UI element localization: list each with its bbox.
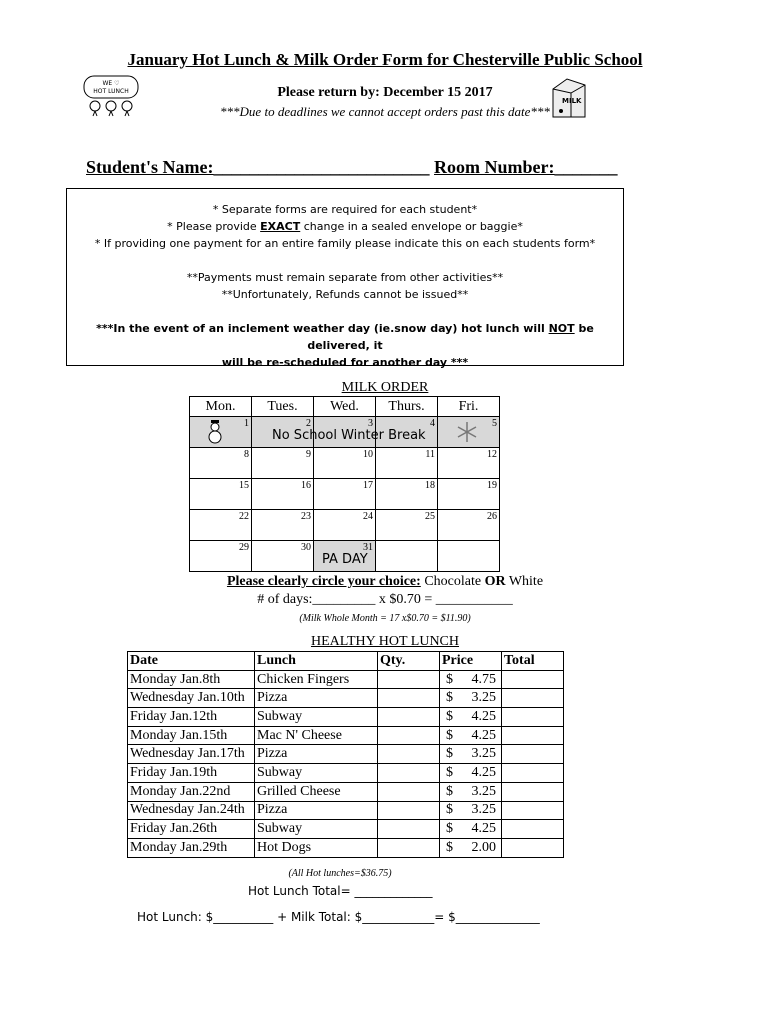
total-cell[interactable] [502, 764, 564, 783]
lunch-item: Pizza [255, 801, 378, 820]
total-cell[interactable] [502, 782, 564, 801]
choice-or: OR [484, 574, 506, 589]
deadline-note: ***Due to deadlines we cannot accept orders past this date*** [220, 104, 550, 119]
calendar-day [438, 541, 500, 572]
notice-line: * Separate forms are required for each student* [212, 203, 478, 216]
price-cell: $ 4.75 [440, 670, 502, 689]
lunch-item: Hot Dogs [255, 838, 378, 857]
qty-cell[interactable] [378, 820, 440, 839]
calendar-day[interactable]: 26 [438, 510, 500, 541]
qty-cell[interactable] [378, 670, 440, 689]
calendar-day[interactable]: 25 [376, 510, 438, 541]
lunch-date: Friday Jan.26th [128, 820, 255, 839]
price-cell: $ 3.25 [440, 689, 502, 708]
hot-lunch-table [127, 651, 564, 858]
total-cell[interactable] [502, 726, 564, 745]
column-header: Date [128, 652, 255, 671]
table-row [128, 838, 564, 857]
calendar-day[interactable]: 17 [314, 479, 376, 510]
lunch-item: Grilled Cheese [255, 782, 378, 801]
all-lunches-note: (All Hot lunches=$36.75) [288, 868, 392, 879]
hot-lunch-title: HEALTHY HOT LUNCH [310, 634, 460, 649]
lunch-item: Subway [255, 708, 378, 727]
qty-cell[interactable] [378, 745, 440, 764]
lunch-item: Subway [255, 764, 378, 783]
total-cell[interactable] [502, 838, 564, 857]
day-header: Mon. [190, 397, 252, 417]
notice-line: **Payments must remain separate from other activities** [186, 271, 504, 284]
calendar-day: 4 [376, 417, 438, 448]
calendar-day[interactable]: 29 [190, 541, 252, 572]
total-cell[interactable] [502, 801, 564, 820]
instructions-box [66, 188, 624, 369]
calendar-day: 1 [190, 417, 252, 448]
calendar-day[interactable]: 24 [314, 510, 376, 541]
table-row [128, 820, 564, 839]
total-cell[interactable] [502, 670, 564, 689]
total-cell[interactable] [502, 820, 564, 839]
qty-cell[interactable] [378, 801, 440, 820]
lunch-item: Chicken Fingers [255, 670, 378, 689]
day-header: Thurs. [376, 397, 438, 417]
hot-lunch-total-field[interactable]: Hot Lunch Total= _____________ [248, 884, 433, 898]
calendar-day[interactable]: 15 [190, 479, 252, 510]
table-row [128, 726, 564, 745]
price-cell: $ 4.25 [440, 708, 502, 727]
calendar-day[interactable]: 16 [252, 479, 314, 510]
svg-text:MILK: MILK [562, 97, 582, 105]
table-row [128, 708, 564, 727]
price-cell: $ 4.25 [440, 764, 502, 783]
column-header: Total [502, 652, 564, 671]
table-row [128, 670, 564, 689]
room-number-field[interactable]: _______ [554, 157, 618, 177]
calendar-day[interactable]: 30 [252, 541, 314, 572]
room-number-label: Room Number: [434, 157, 555, 177]
notice-line: * If providing one payment for an entire family please indicate this on each students form* [94, 237, 596, 250]
milk-days-field[interactable]: # of days:_________ x $0.70 = ___________ [257, 592, 513, 607]
lunch-date: Monday Jan.8th [128, 670, 255, 689]
calendar-day[interactable]: 8 [190, 448, 252, 479]
price-cell: $ 3.25 [440, 745, 502, 764]
calendar-day[interactable]: 11 [376, 448, 438, 479]
table-row [128, 689, 564, 708]
calendar-day[interactable]: 10 [314, 448, 376, 479]
lunch-item: Subway [255, 820, 378, 839]
total-cell[interactable] [502, 745, 564, 764]
milk-whole-month-note: (Milk Whole Month = 17 x$0.70 = $11.90) [299, 613, 471, 624]
calendar-day: 3 [314, 417, 376, 448]
day-header: Fri. [438, 397, 500, 417]
notice-line: ***In the event of an inclement weather day (ie.snow day) hot lunch will NOT be delivered, it [96, 322, 594, 352]
lunch-item: Mac N' Cheese [255, 726, 378, 745]
lunch-date: Friday Jan.19th [128, 764, 255, 783]
price-cell: $ 3.25 [440, 782, 502, 801]
student-info-line[interactable] [86, 157, 618, 178]
table-row [128, 782, 564, 801]
column-header: Qty. [378, 652, 440, 671]
qty-cell[interactable] [378, 838, 440, 857]
price-cell: $ 2.00 [440, 838, 502, 857]
calendar-day[interactable]: 12 [438, 448, 500, 479]
milk-choice-line [0, 574, 770, 590]
lunch-date: Monday Jan.22nd [128, 782, 255, 801]
notice-line: **Unfortunately, Refunds cannot be issued** [221, 288, 469, 301]
calendar-day: 5 [438, 417, 500, 448]
calendar-day: 31 [314, 541, 376, 572]
choice-chocolate[interactable]: Chocolate [424, 574, 482, 589]
lunch-date: Monday Jan.29th [128, 838, 255, 857]
total-cell[interactable] [502, 689, 564, 708]
calendar-day: 2 [252, 417, 314, 448]
calendar-day[interactable]: 23 [252, 510, 314, 541]
grand-total-field[interactable]: Hot Lunch: $__________ + Milk Total: $____________= $______________ [137, 910, 540, 924]
choice-white[interactable]: White [508, 574, 544, 589]
lunch-date: Wednesday Jan.17th [128, 745, 255, 764]
student-name-label: Student's Name: [86, 157, 214, 177]
table-row [128, 745, 564, 764]
lunch-item: Pizza [255, 745, 378, 764]
calendar-day[interactable]: 9 [252, 448, 314, 479]
winter-break-label: No School Winter Break [272, 428, 426, 443]
snowman-icon [206, 420, 224, 444]
table-row [128, 801, 564, 820]
column-header: Lunch [255, 652, 378, 671]
day-header: Tues. [252, 397, 314, 417]
return-by-text: Please return by: December 15 2017 [277, 85, 493, 100]
qty-cell[interactable] [378, 689, 440, 708]
table-row [128, 764, 564, 783]
calendar-day [376, 541, 438, 572]
choice-label: Please clearly circle your choice: [226, 574, 421, 589]
qty-cell[interactable] [378, 764, 440, 783]
qty-cell[interactable] [378, 708, 440, 727]
snowflake-icon [456, 421, 478, 443]
price-cell: $ 4.25 [440, 820, 502, 839]
lunch-item: Pizza [255, 689, 378, 708]
lunch-date: Wednesday Jan.24th [128, 801, 255, 820]
pa-day-label: PA DAY [322, 552, 368, 567]
day-header: Wed. [314, 397, 376, 417]
qty-cell[interactable] [378, 782, 440, 801]
lunch-date: Wednesday Jan.10th [128, 689, 255, 708]
calendar-day[interactable]: 22 [190, 510, 252, 541]
price-cell: $ 3.25 [440, 801, 502, 820]
student-name-field[interactable]: ________________________ [213, 157, 430, 177]
svg-text:HOT LUNCH: HOT LUNCH [93, 88, 129, 95]
page-title: January Hot Lunch & Milk Order Form for Chesterville Public School [127, 50, 643, 69]
svg-text:WE ♡: WE ♡ [102, 80, 120, 87]
milk-calendar [189, 396, 500, 572]
milk-order-title: MILK ORDER [341, 380, 429, 395]
column-header: Price [440, 652, 502, 671]
total-cell[interactable] [502, 708, 564, 727]
notice-line: will be re-scheduled for another day *** [221, 356, 469, 369]
lunch-date: Monday Jan.15th [128, 726, 255, 745]
notice-line: * Please provide EXACT change in a sealed envelope or baggie* [167, 220, 523, 233]
calendar-day[interactable]: 19 [438, 479, 500, 510]
calendar-day[interactable]: 18 [376, 479, 438, 510]
price-cell: $ 4.25 [440, 726, 502, 745]
qty-cell[interactable] [378, 726, 440, 745]
lunch-date: Friday Jan.12th [128, 708, 255, 727]
